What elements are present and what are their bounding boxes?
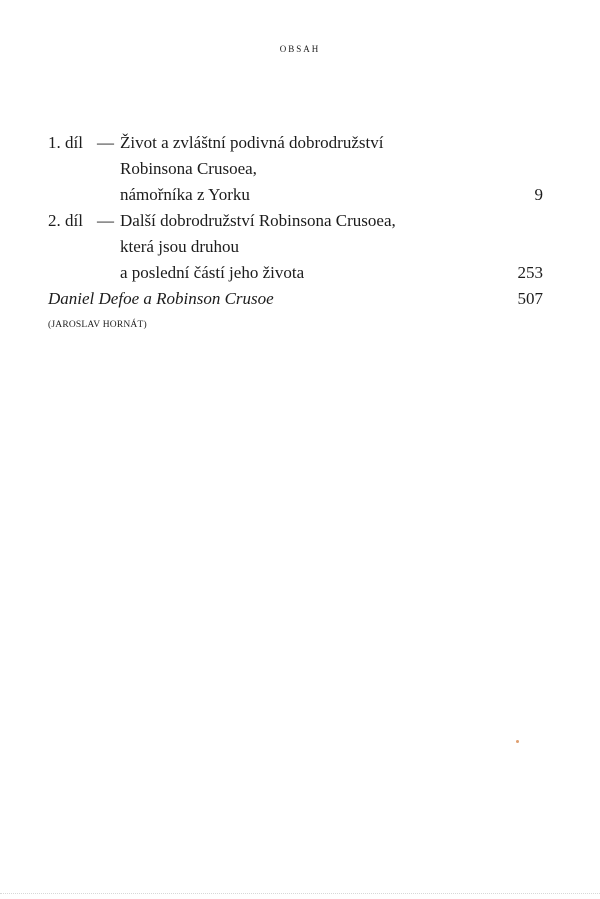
- toc-part2-title-line: která jsou druhou: [120, 237, 239, 256]
- toc-part1-label: 1. díl: [48, 133, 83, 152]
- toc-part1-title-line: Život a zvláštní podivná dobrodružství: [120, 133, 384, 152]
- toc-part1-line2: [48, 156, 543, 182]
- toc-essay-author: (JAROSLAV HORNÁT): [48, 320, 147, 330]
- toc-essay-page-number: 507: [517, 289, 543, 308]
- toc-part2-line1: [48, 208, 543, 234]
- toc-part2-label: 2. díl: [48, 211, 83, 230]
- toc-part2-page-number: 253: [517, 263, 543, 282]
- toc-essay-title: Daniel Defoe a Robinson Crusoe: [48, 289, 274, 308]
- paper-speck: [516, 740, 519, 743]
- toc-part1-page-number: 9: [534, 185, 543, 204]
- toc-part2-title-line: Další dobrodružství Robinsona Crusoea,: [120, 211, 396, 230]
- toc-essay-line: [48, 286, 543, 312]
- toc-part2-dash: —: [97, 211, 114, 230]
- toc-part1-title-line: Robinsona Crusoea,: [120, 159, 257, 178]
- running-title: OBSAH: [279, 44, 321, 54]
- page-bottom-edge: [0, 893, 600, 894]
- toc-part1-line1: [48, 130, 543, 156]
- toc-part1-title-line: námořníka z Yorku: [120, 185, 250, 204]
- toc-part2-line2: [48, 234, 543, 260]
- toc-part2-line3: [48, 260, 543, 286]
- toc-part1-line3: [48, 182, 543, 208]
- toc-part1-dash: —: [97, 133, 114, 152]
- table-of-contents: [48, 130, 543, 332]
- toc-part2-title-line: a poslední částí jeho života: [120, 263, 305, 282]
